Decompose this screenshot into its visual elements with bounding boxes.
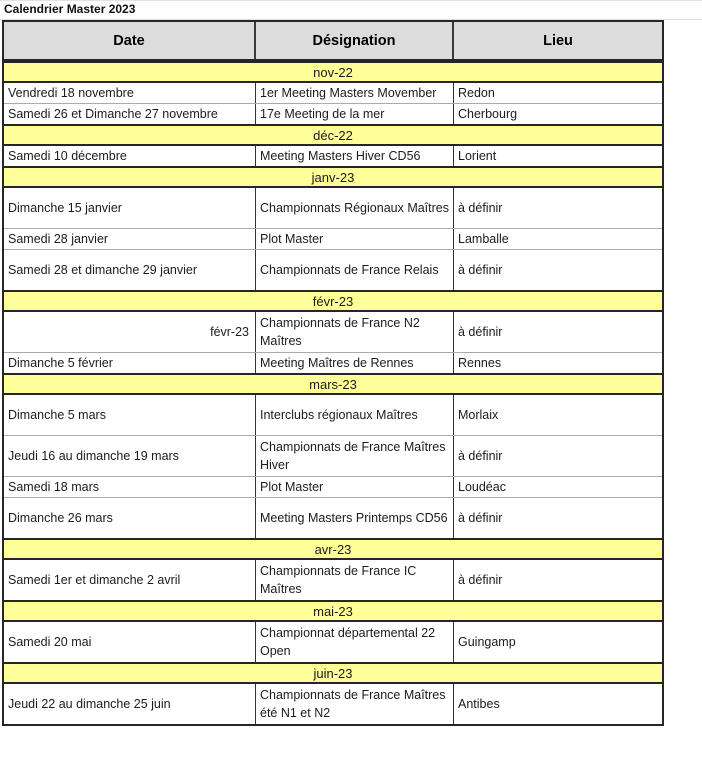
table-row (4, 352, 662, 373)
cell-lieu: Lorient (458, 149, 497, 163)
page-title: Calendrier Master 2023 (0, 0, 702, 20)
table-row (4, 560, 662, 600)
cell-date: Samedi 28 janvier (4, 229, 256, 249)
cell-designation: Championnats Régionaux Maîtres (256, 188, 454, 228)
cell-designation: 1er Meeting Masters Movember (256, 83, 454, 103)
month-band: mars-23 (4, 373, 662, 395)
table-row (4, 188, 662, 228)
table-row (4, 684, 662, 724)
cell-lieu: Rennes (458, 356, 502, 370)
cell-designation: Championnats de France N2 Maîtres (256, 312, 454, 352)
column-header-date: Date (4, 22, 256, 59)
cell-lieu: Cherbourg (458, 107, 518, 121)
cell-designation: Interclubs régionaux Maîtres (256, 395, 454, 435)
table-row (4, 146, 662, 166)
cell-designation: Meeting Masters Printemps CD56 (256, 498, 454, 538)
cell-date: Dimanche 15 janvier (4, 188, 256, 228)
cell-date: Samedi 28 et dimanche 29 janvier (4, 250, 256, 290)
table-row (4, 83, 662, 103)
cell-designation: Meeting Masters Hiver CD56 (256, 146, 454, 166)
month-band: avr-23 (4, 538, 662, 560)
cell-date: Samedi 20 mai (4, 622, 256, 662)
cell-date: Samedi 26 et Dimanche 27 novembre (4, 104, 256, 124)
cell-designation: Plot Master (256, 229, 454, 249)
cell-designation: Meeting Maîtres de Rennes (256, 353, 454, 373)
table-row (4, 103, 662, 124)
table-row (4, 497, 662, 538)
table-row (4, 312, 662, 352)
table-row (4, 395, 662, 435)
cell-designation: Championnats de France Relais (256, 250, 454, 290)
month-band: janv-23 (4, 166, 662, 188)
cell-designation: Championnats de France IC Maîtres (256, 560, 454, 600)
cell-lieu: à définir (458, 201, 503, 215)
cell-designation: 17e Meeting de la mer (256, 104, 454, 124)
cell-designation: Championnats de France Maîtres Hiver (256, 436, 454, 476)
column-header-lieu: Lieu (543, 32, 573, 49)
table-row (4, 622, 662, 662)
cell-lieu: à définir (458, 325, 503, 339)
cell-designation: Plot Master (256, 477, 454, 497)
cell-lieu: à définir (458, 263, 503, 277)
cell-date: Dimanche 5 février (4, 353, 256, 373)
table-body (4, 61, 662, 724)
month-band: nov-22 (4, 61, 662, 83)
month-band: févr-23 (4, 290, 662, 312)
cell-date: Vendredi 18 novembre (4, 83, 256, 103)
cell-lieu: à définir (458, 573, 503, 587)
column-header-designation: Désignation (256, 22, 454, 59)
table-header-row (4, 22, 662, 61)
cell-designation: Championnat départemental 22 Open (256, 622, 454, 662)
cell-date: févr-23 (4, 312, 256, 352)
cell-lieu: à définir (458, 449, 503, 463)
cell-lieu: Redon (458, 86, 495, 100)
cell-date: Dimanche 5 mars (4, 395, 256, 435)
table-row (4, 435, 662, 476)
cell-date: Samedi 10 décembre (4, 146, 256, 166)
calendar-table (2, 20, 664, 726)
cell-date: Dimanche 26 mars (4, 498, 256, 538)
month-band: déc-22 (4, 124, 662, 146)
cell-lieu: à définir (458, 511, 503, 525)
cell-lieu: Guingamp (458, 635, 516, 649)
table-row (4, 476, 662, 497)
cell-date: Jeudi 16 au dimanche 19 mars (4, 436, 256, 476)
table-row (4, 228, 662, 249)
month-band: mai-23 (4, 600, 662, 622)
table-row (4, 249, 662, 290)
cell-lieu: Morlaix (458, 408, 499, 422)
cell-date: Samedi 1er et dimanche 2 avril (4, 560, 256, 600)
cell-date: Jeudi 22 au dimanche 25 juin (4, 684, 256, 724)
cell-lieu: Antibes (458, 697, 500, 711)
month-band: juin-23 (4, 662, 662, 684)
cell-lieu: Lamballe (458, 232, 509, 246)
cell-designation: Championnats de France Maîtres été N1 et N2 (256, 684, 454, 724)
cell-date: Samedi 18 mars (4, 477, 256, 497)
cell-lieu: Loudéac (458, 480, 506, 494)
